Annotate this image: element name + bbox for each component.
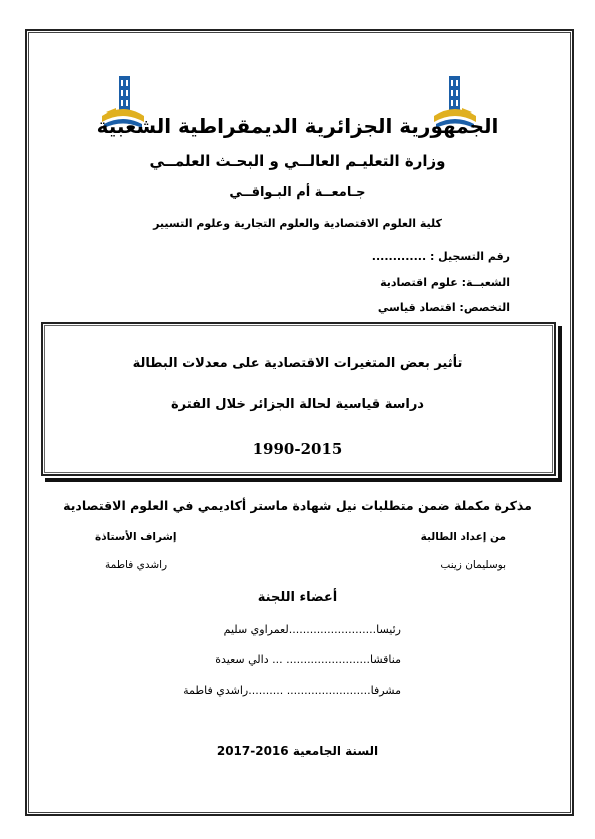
branch-label: الشعبــة: علوم اقتصادية bbox=[380, 276, 510, 289]
thesis-period: 1990-2015 bbox=[252, 440, 343, 458]
academic-year: السنة الجامعية 2016-2017 bbox=[216, 744, 379, 758]
republic-name: الجمهورية الجزائرية الديمقراطية الشعبية bbox=[96, 114, 499, 138]
university-name: جـامعــة أم البـواقــي bbox=[229, 185, 366, 200]
student-label: من إعداد الطالبة bbox=[420, 531, 506, 543]
supervisor-label: إشراف الأستاذة bbox=[95, 531, 177, 543]
thesis-title: تأثير بعض المتغيرات الاقتصادية على معدلات البطالة bbox=[132, 356, 463, 371]
supervisor-name: راشدي فاطمة bbox=[105, 559, 168, 571]
committee-heading: أعضاء اللجنة bbox=[257, 590, 338, 605]
student-name: بوسليمان زينب bbox=[440, 559, 506, 571]
ministry-name: وزارة التعليـم العالــي و البحـث العلمــي bbox=[149, 152, 446, 170]
committee-member-president: رئيسا.........................لعمراوي سليم bbox=[223, 623, 401, 636]
specialty-label: التخصص: اقتصاد قياسي bbox=[377, 301, 510, 314]
faculty-name: كلية العلوم الاقتصادية والعلوم التجارية وعلوم التسيير bbox=[153, 217, 442, 230]
registration-number: رقم التسجيل : ............. bbox=[371, 250, 510, 263]
title-box-shadow bbox=[45, 478, 562, 482]
thesis-subtitle: دراسة قياسية لحالة الجزائر خلال الفترة bbox=[171, 397, 424, 412]
committee-member-supervisor: مشرفا........................ ..........راشدي فاطمة bbox=[183, 684, 401, 697]
memo-statement: مذكرة مكملة ضمن متطلبات نيل شهادة ماستر أكاديمي في العلوم الاقتصادية bbox=[63, 498, 532, 513]
committee-member-examiner: مناقشا........................ ... دالي سعيدة bbox=[215, 653, 401, 666]
